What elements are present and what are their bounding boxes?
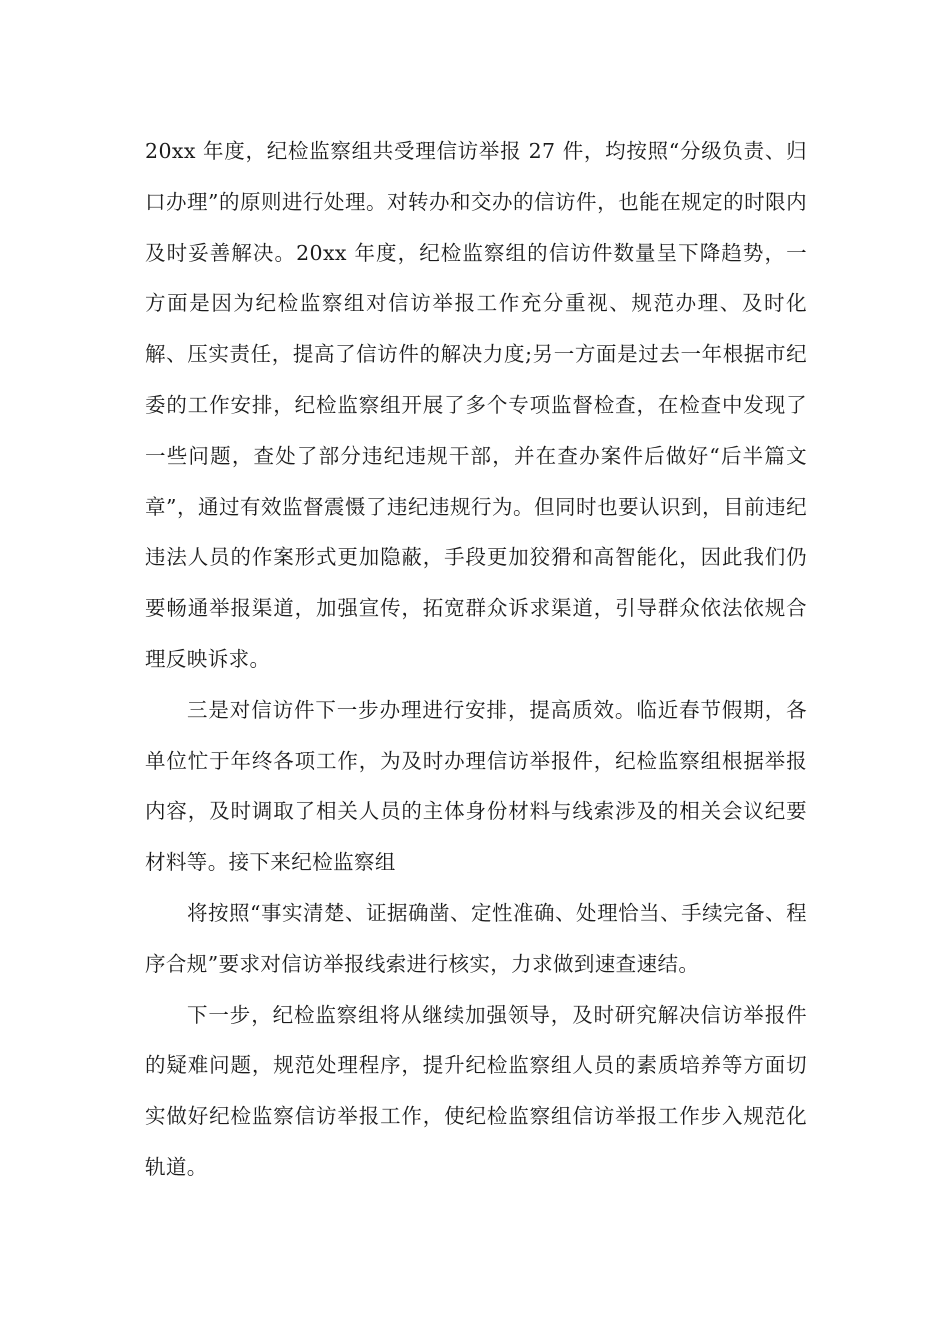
paragraph-next-steps-arrangement: 三是对信访件下一步办理进行安排，提高质效。临近春节假期，各单位忙于年终各项工作，为及时办理信访举报件，纪检监察组根据举报内容，及时调取了相关人员的主体身份材料与线索涉及的相关会议纪要材料等。接下来纪检监察组 [145,697,807,875]
document-body [145,126,807,1193]
paragraph-future-plan: 下一步，纪检监察组将从继续加强领导，及时研究解决信访举报件的疑难问题，规范处理程序，提升纪检监察组人员的素质培养等方面切实做好纪检监察信访举报工作，使纪检监察组信访举报工作步入规范化轨道。 [145,1002,807,1179]
paragraph-verification-requirements: 将按照“事实清楚、证据确凿、定性准确、处理恰当、手续完备、程序合规”要求对信访举报线索进行核实，力求做到速查速结。 [145,900,807,976]
paragraph-annual-summary: 20xx 年度，纪检监察组共受理信访举报 27 件，均按照“分级负责、归口办理”的原则进行处理。对转办和交办的信访件，也能在规定的时限内及时妥善解决。20xx 年度，纪检监察组的信访件数量呈下降趋势，一方面是因为纪检监察组对信访举报工作充分重视、规范办理、及时化解、压实责任，提高了信访件的解决力度;另一方面是过去一年根据市纪委的工作安排，纪检监察组开展了多个专项监督检查，在检查中发现了一些问题，查处了部分违纪违规干部，并在查办案件后做好“后半篇文章”，通过有效监督震慑了违纪违规行为。但同时也要认识到，目前违纪违法人员的作案形式更加隐蔽，手段更加狡猾和高智能化，因此我们仍要畅通举报渠道，加强宣传，拓宽群众诉求渠道，引导群众依法依规合理反映诉求。 [145,139,807,671]
